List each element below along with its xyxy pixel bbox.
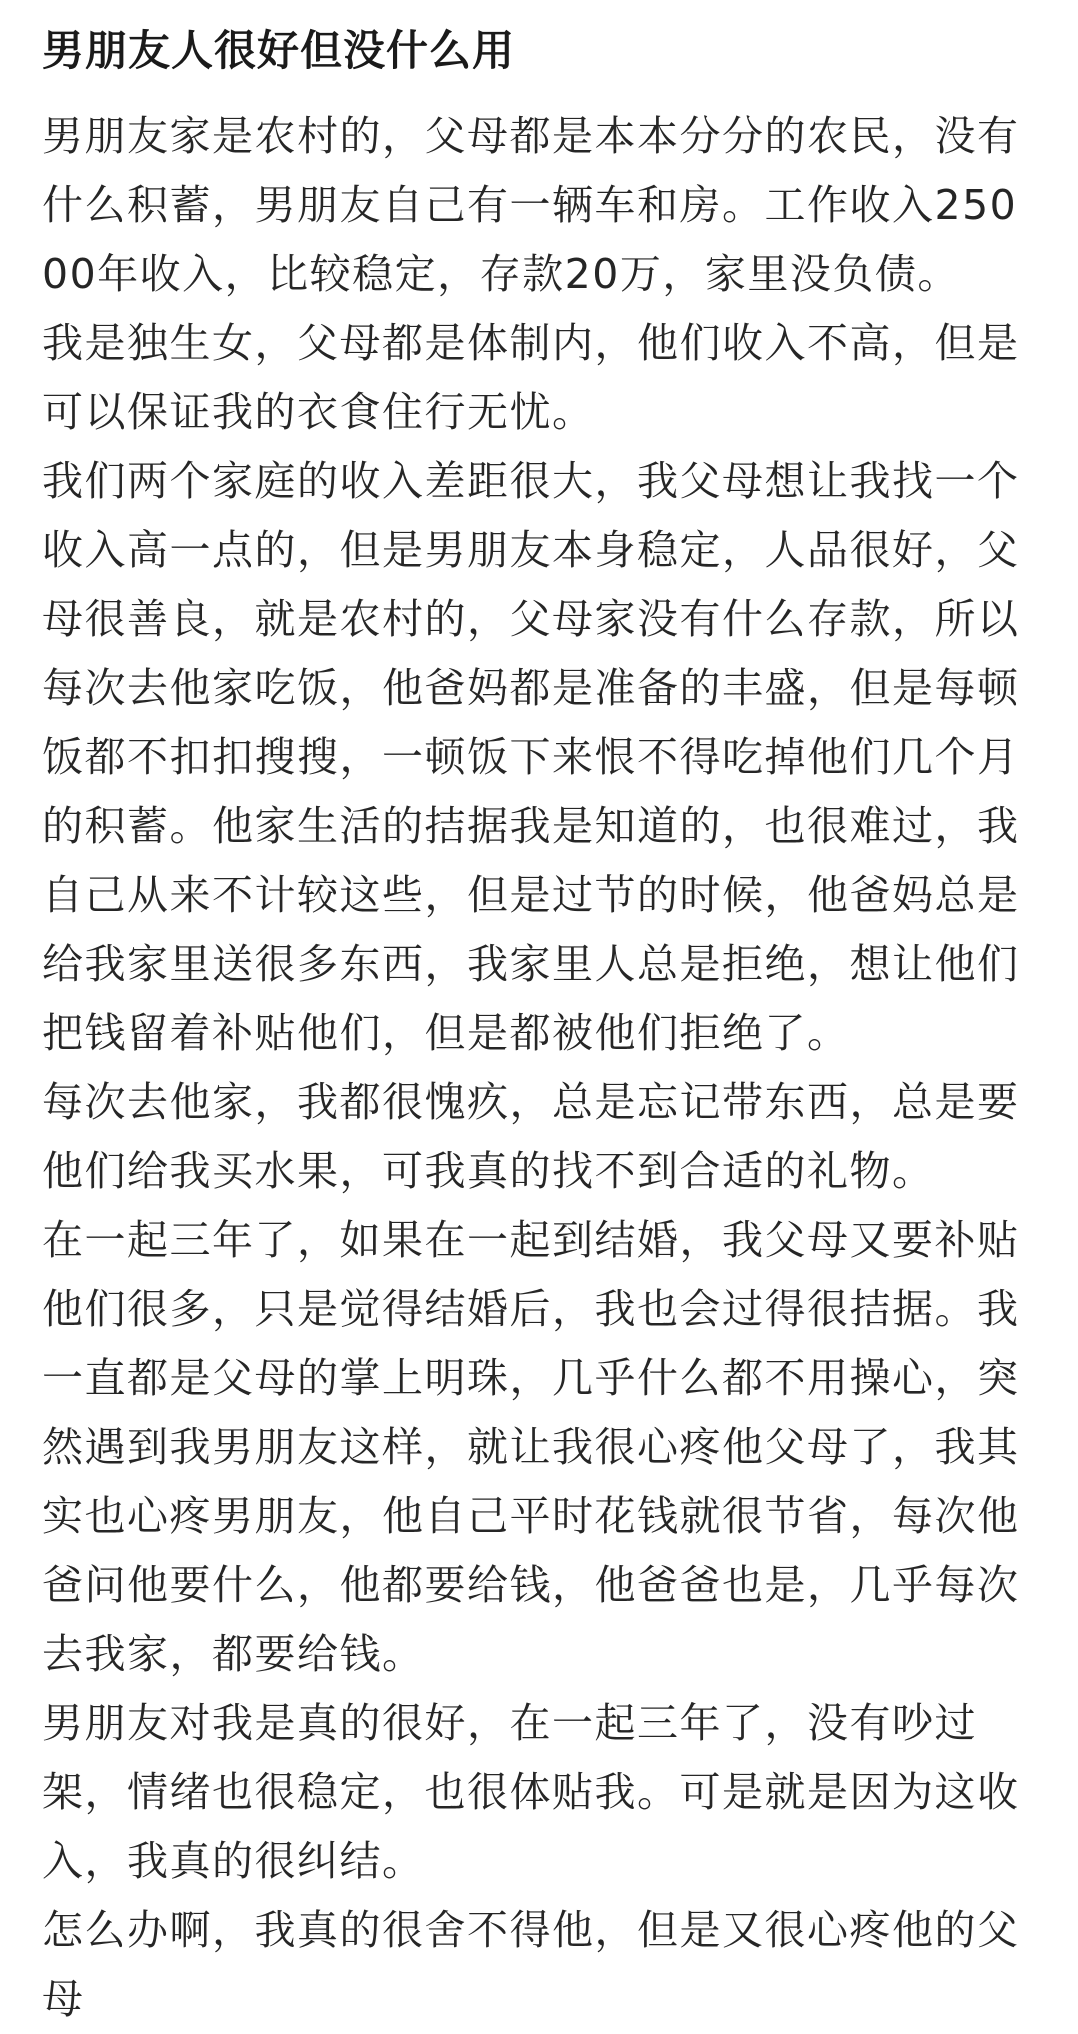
post-paragraph-4: 每次去他家，我都很愧疚，总是忘记带东西，总是要他们给我买水果，可我真的找不到合适的礼物。 [42,1078,1020,1195]
post-paragraph-6: 男朋友对我是真的很好，在一起三年了，没有吵过架，情绪也很稳定，也很体贴我。可是就是因为这收入，我真的很纠结。 [42,1699,1020,1885]
post-body [42,102,1032,2023]
post-paragraph-1: 男朋友家是农村的，父母都是本本分分的农民，没有什么积蓄，男朋友自己有一辆车和房。工作收入25000年收入，比较稳定，存款20万，家里没负债。 [42,112,1020,298]
post-paragraph-5: 在一起三年了，如果在一起到结婚，我父母又要补贴他们很多，只是觉得结婚后，我也会过得很拮据。我一直都是父母的掌上明珠，几乎什么都不用操心，突然遇到我男朋友这样，就让我很心疼他父母了，我其实也心疼男朋友，他自己平时花钱就很节省，每次他爸问他要什么，他都要给钱，他爸爸也是，几乎每次去我家，都要给钱。 [42,1216,1020,1678]
post-paragraph-7: 怎么办啊，我真的很舍不得他，但是又很心疼他的父母 [42,1906,1020,2023]
post-paragraph-3: 我们两个家庭的收入差距很大，我父母想让我找一个收入高一点的，但是男朋友本身稳定，人品很好，父母很善良，就是农村的，父母家没有什么存款，所以每次去他家吃饭，他爸妈都是准备的丰盛，但是每顿饭都不扣扣搜搜，一顿饭下来恨不得吃掉他们几个月的积蓄。他家生活的拮据我是知道的，也很难过，我自己从来不计较这些，但是过节的时候，他爸妈总是给我家里送很多东西，我家里人总是拒绝，想让他们把钱留着补贴他们，但是都被他们拒绝了。 [42,457,1020,1057]
post-container [42,24,1032,2023]
post-paragraph-2: 我是独生女，父母都是体制内，他们收入不高，但是可以保证我的衣食住行无忧。 [42,319,1020,436]
post-title: 男朋友人很好但没什么用 [42,26,516,75]
